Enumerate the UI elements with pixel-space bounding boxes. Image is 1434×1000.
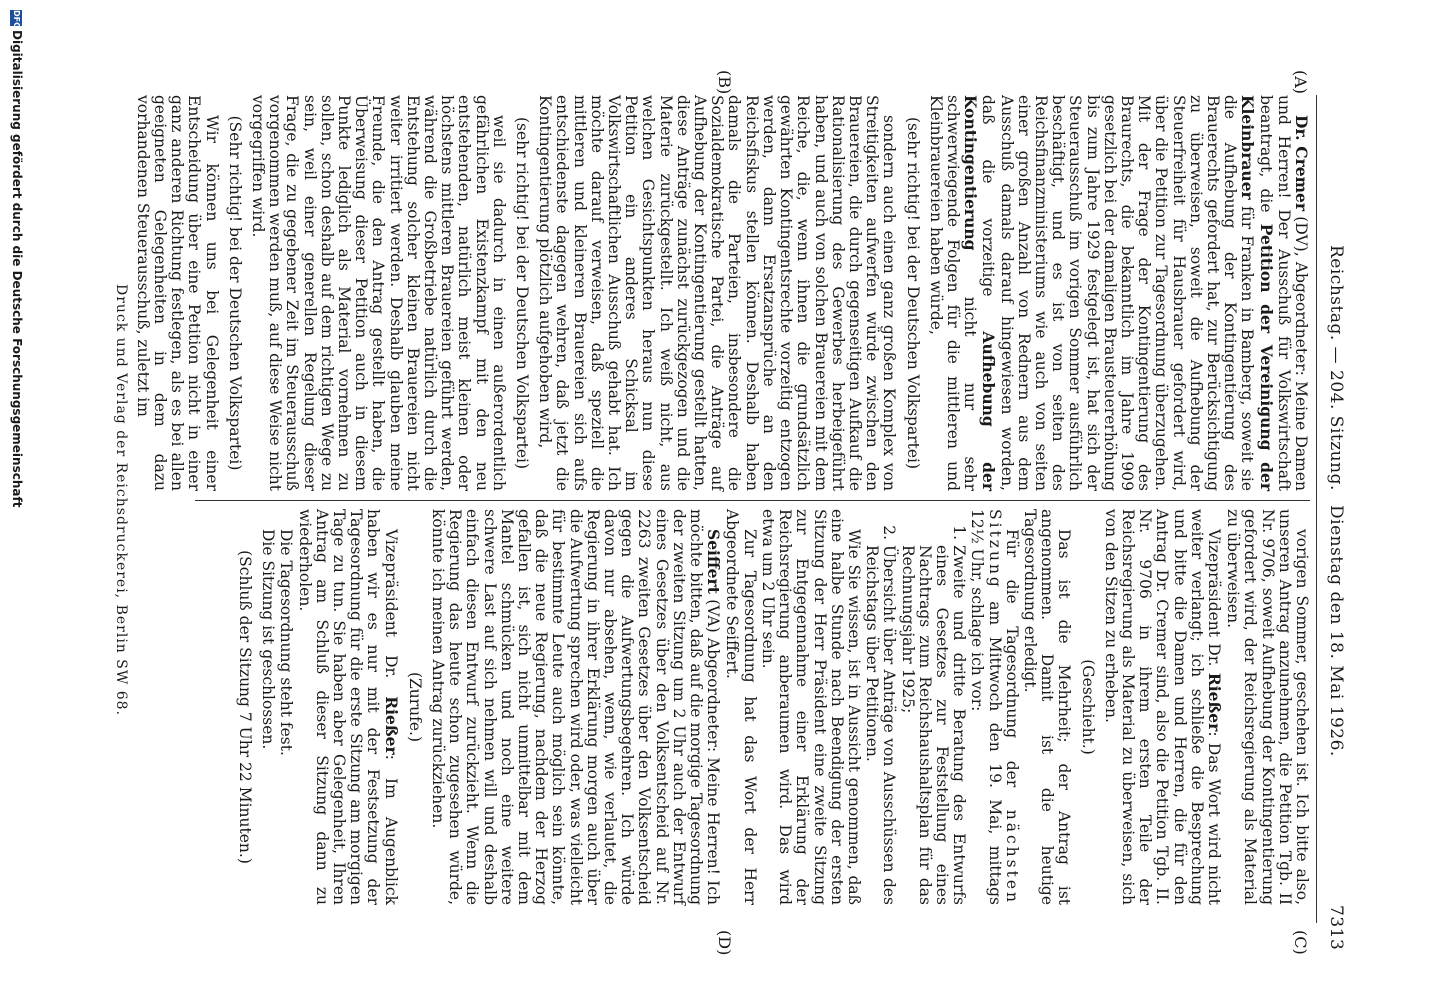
speaker-name: Rießer [381,696,401,755]
agenda-item: 1. Zweite und dritte Beratung des Entwurfs eines Gesetzes zur Feststellung eines Nachtrags zum Reichshaushaltsplan für das Rechnungsjahr 1925; [898,545,967,905]
dfg-logo-icon: DFG [12,10,22,29]
paragraph: Wie Sie wissen, ist in Aussicht genommen, daß eine halbe Stunde nach Beendigung der ersten Sitzung der Herr Präsident eine zweite Sitzung zur Entgegennahme einer Erklärung der Reichsregierung anberaumen wird. Das wird etwa um 2 Uhr sein. [758,509,863,905]
agenda-list [863,509,967,905]
interjection: (Zurufe.) [405,671,424,743]
speech-riesser: Vizepräsident Dr. Rießer: Das Wort wird nicht weiter verlangt; ich schließe die Besprechung und bitte die Damen und Herren, die für den Antrag Dr. Cremer sind, also die Petition Tgb. II. Nr. 9706 in ihrem ersten Teile der Reichsregierung als Material zu überweisen, sich von den Sitzen zu erheben. [1101,509,1224,905]
paragraph: weil sie dadurch in einen außerordentlich gefährlichen Existenzkampf mit den neu entstehenden, natürlich meist kleinen oder höchstens mittleren Brauereien geführt werden, während die Großbetriebe natürlich durch die Entstehung solcher kleinen Brauereien nicht weiter irritiert werden. Deshalb glauben meine Freunde, die den Antrag gestellt haben, die Überweisung dieser Petition auch in diesem Punkte lediglich als Material vornehmen zu sollen, schon deshalb auf dem richtigen Wege zu sein, weil einer generellen Regelung dieser Frage, die zu gegebener Zeit im Steuerausschuß vorgenommen werden muß, auf diese Weise nicht vorgegriffen wird. [249,95,508,491]
paragraph: Wir können uns bei Gelegenheit einer Entscheidung über eine Petition nicht in einer ganz anderen Richtung festlegen, als es bei allen geeigneten Gelegenheiten in dem dazu vorhandenen Steuerausschuß, zuletzt im [133,95,221,491]
interjection: (sehr richtig! bei der Deutschen Volkspartei) [513,116,532,470]
printer-imprint: Druck und Verlag der Reichsdruckerei, Berlin SW 68. [113,284,129,716]
speech-seiffert: Seiffert (VA) Abgeordneter: Meine Herren! Ich möchte bitten, daß auf die morgige Tagesordnung der zweiten Sitzung um 2 Uhr auch der Entwurf eines Gesetzes über den Volksentscheid auf Nr. 2263 zweiten Gesetzes über den Volksentscheid gegen die Aufwertungsbegehren. Ich würde davon nur absehen, wenn, wie verlautet, die Regierung in ihrer Erklärung morgen auch über die Aufwertung sprechen wird oder, was vielleicht für bestimmte Leute auch möglich sein könnte, daß die neue Regierung, nachdem der Herzog gefallen ist, sich nicht unmittelbar mit dem Mantel schmücken und noch eine weitere schwere Last auf sich nehmen will und deshalb einfach diesen Entwurf zurückzieht. Wenn die Regierung das heute schon zugesehen würde, könnte ich meinen Antrag zurückziehen. [429,509,724,905]
margin-letter-b: (B) [715,70,734,95]
paragraph: Die Tagesordnung steht fest. [277,529,296,756]
page-number: 7313 [1326,905,1346,951]
header-rule [1316,95,1317,923]
paragraph: Die Sitzung ist geschlossen. [259,529,278,750]
paragraph: sondern auch einen ganz großen Komplex von Streitigkeiten aufwerfen würde zwischen den Brauereien, die durch gegenseitigen Aufkauf die Rationalisierung des Gewerbes herbeigeführt haben, und auch von solchen Brauereien mit dem Reiche, die, wenn ihnen die grundsätzlich gewährten Kontingentsrechte vorzeitig entzogen werden, dann Ersatzansprüche an den Reichsfiskus stellen können. Deshalb haben damals die Parteien, insbesondere die Sozialdemokratische Partei, die Anträge auf Aufhebung der Kontingentierung gestellt hatten, diese Anträge zunächst zurückgezogen und die Materie zurückgestellt. Ich weiß nicht, aus welchen Gesichtspunkten heraus nun diese Petition ein anderes Schicksal im Volkswirtschaftlichen Ausschuß gehabt hat. Ich möchte darauf verweisen, daß speziell die mittleren und kleineren Brauereien sich aufs entschiedenste dagegen wehren, daß jetzt die Kontingentierung plötzlich aufgehoben wird, [536,95,899,491]
paragraph: Zur Tagesordnung hat das Wort der Herr Abgeordnete Seiffert. [723,509,759,905]
interjection: (Sehr richtig! bei der Deutschen Volkspartei) [225,115,244,471]
closing-note: (Schluß der Sitzung 7 Uhr 22 Minuten.) [236,550,255,864]
left-column [133,95,1310,491]
running-header-left: Reichstag. — 204. Sitzung. [1326,245,1346,491]
digitization-notice: DFGDigitalisierung gefördert durch die Deutsche Forschungsgemeinschaft [10,10,24,508]
paragraph: vorigen Sommer, geschehen ist. Ich bitte also, unseren Antrag anzunehmen, die Petition Tgb. II Nr. 9706, soweit Aufhebung der Kontingentierung gefordert wird, der Reichsregierung als Material zu überweisen. [1224,509,1311,905]
interjection: (sehr richtig! bei der Deutschen Volkspartei) [903,116,922,470]
interjection: (Geschieht.) [1078,659,1097,755]
speech-riesser-2: Vizepräsident Dr. Rießer: Im Augenblick haben wir es nur mit der Festsetzung der Tagesordnung für die erste Sitzung am morgigen Tage zu tun. Sie haben aber Gelegenheit, Ihren Antrag am Schluß dieser Sitzung dann zu wiederholen. [295,509,401,905]
margin-letter-c: (C) [1291,930,1310,955]
running-header-right: Dienstag den 18. Mai 1926. [1326,505,1346,757]
paragraph: Das ist die Mehrheit; der Antrag ist angenommen. Damit ist die heutige Tagesordnung erledigt. [1020,509,1074,905]
speaker-name: Dr. Cremer [1292,115,1311,212]
speech-cremer: Dr. Cremer (DV), Abgeordneter: Meine Damen und Herren! Der Ausschuß für Volkswirtschaft beantragt, die Petition der Vereinigung der Kleinbrauer für Franken in Bamberg, soweit sie die Aufhebung der Kontingentierung des Brauerechts gefordert hat, zur Berücksichtigung zu überweisen, soweit die Aufhebung der Steuerfreiheit für Hausbrauer gefordert wird, über die Petition zur Tagesordnung überzugehen. Mit der Frage der Kontingentierung des Braurechts, die bekanntlich im Jahre 1909 gesetzlich bei der damaligen Brausteuererhöhung bis zum Jahre 1929 festgelegt ist, hat sich der Steuerausschuß im vorigen Sommer ausführlich beschäftigt, und es ist von seiten des Reichsfinanzministeriums wie auch von seiten einer großen Anzahl von Rednern aus dem Ausschuß damals darauf hingewiesen worden, daß die vorzeitige Aufhebung der Kontingentierung nicht nur sehr schwerwiegende Folgen für die mittleren und Kleinbrauereien haben würde, [926,95,1311,491]
column-divider [195,500,1310,501]
agenda-item: 2. Übersicht über Anträge von Ausschüssen des Reichstags über Petitionen. [863,545,897,905]
margin-letter-d: (D) [715,930,734,956]
right-column [230,509,1310,905]
paragraph: Für die Tagesordnung der nächsten Sitzung am Mittwoch den 19. Mai, mittags 12½ Uhr, schlage ich vor: [968,509,1021,905]
speaker-name: Seiffert [704,529,724,594]
speaker-name: Rießer [1204,672,1224,732]
margin-letter-a: (A) [1291,70,1310,95]
